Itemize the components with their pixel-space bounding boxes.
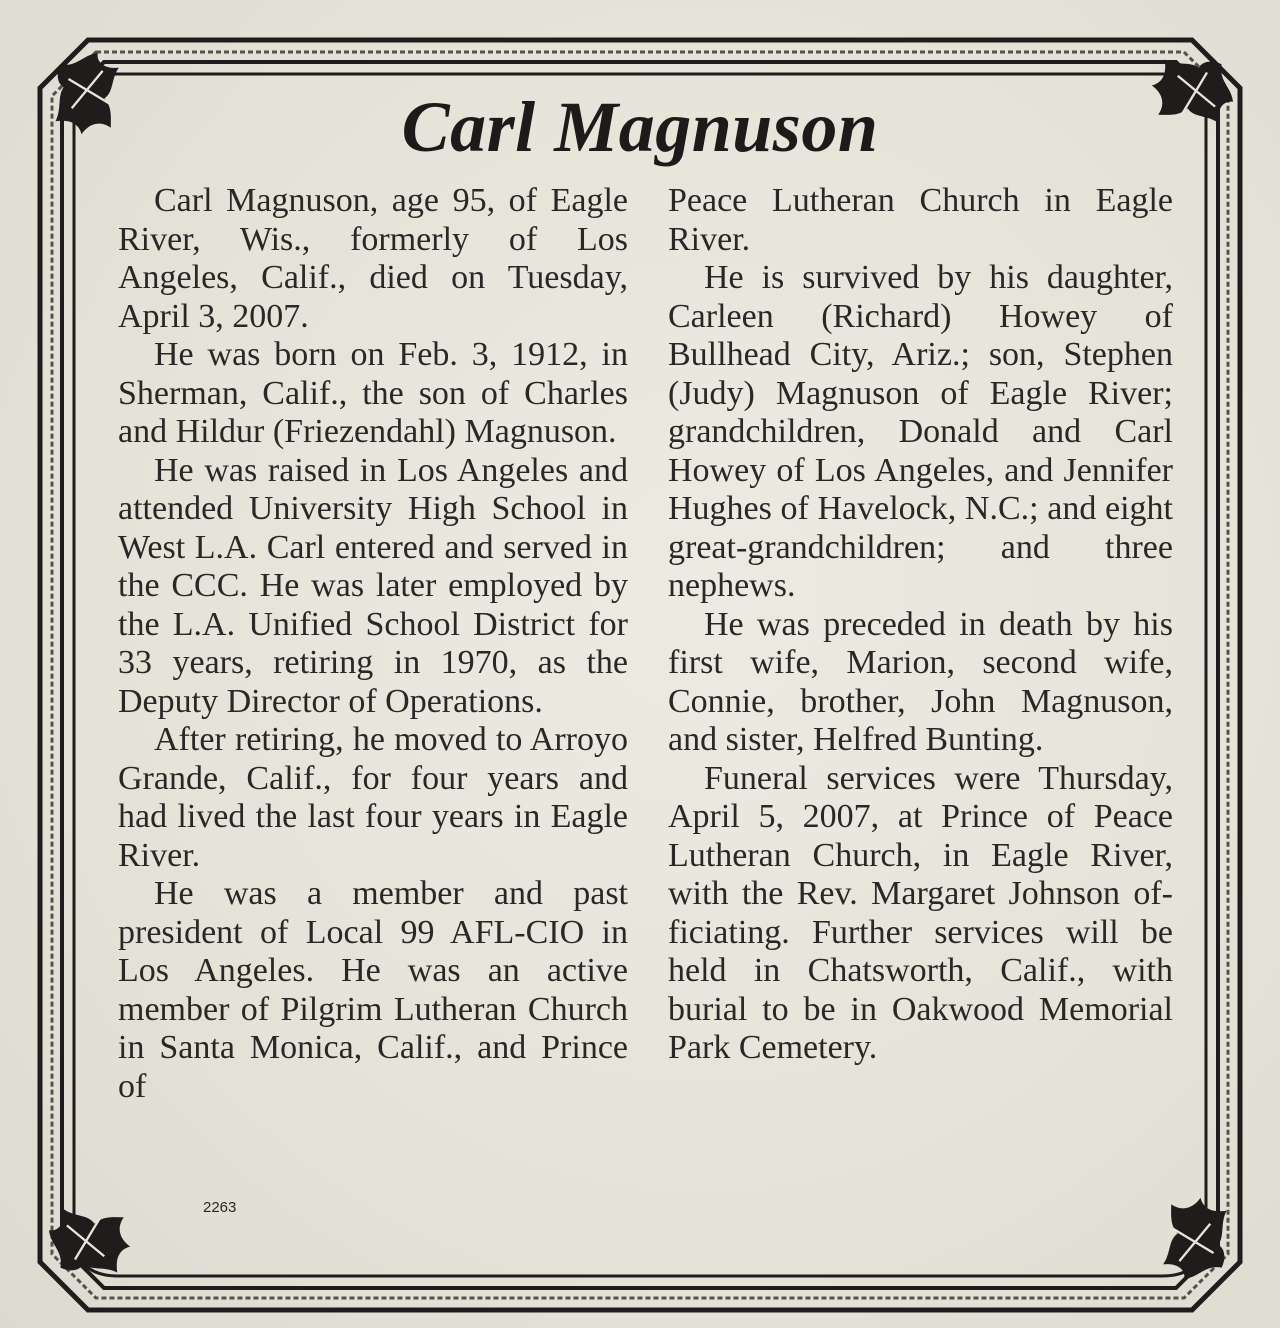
left-column — [118, 182, 628, 1106]
paragraph: After retiring, he moved to Arroyo Grande, Calif., for four years and had lived the last four years in Eagle River. — [118, 721, 628, 874]
paragraph: Funeral services were Thursday, April 5, 2007, at Prince of Peace Lutheran Church, in Eagle River, with the Rev. Margaret Johnson officiating. Further services will be held in Chatsworth, Calif., with burial to be in Oakwood Memorial Park Cemetery. — [668, 759, 1173, 1066]
leaf-ornament-icon — [1137, 1180, 1252, 1295]
paragraph: He was a member and past president of Local 99 AFL-CIO in Los Angeles. He was an active member of Pilgrim Lutheran Church in Santa Monica, Calif., and Prince of — [118, 875, 628, 1105]
paragraph: He is survived by his daughter, Carleen (Richard) Howey of Bullhead City, Ariz.; son, Stephen (Judy) Magnuson of Eagle River; grandchildren, Donald and Carl Howey of Los Angeles, and Jennifer Hughes of Havelock, N.C.; and eight great-grandchildren; and three nephews. — [668, 259, 1173, 604]
paragraph: Carl Magnuson, age 95, of Eagle River, Wis., formerly of Los Angeles, Calif., died on Tuesday, April 3, 2007. — [118, 182, 628, 335]
right-column — [668, 182, 1173, 1068]
paragraph: He was raised in Los Angeles and attended University High School in West L.A. Carl entered and served in the CCC. He was later employed by the L.A. Unified School District for 33 years, retiring in 1970, as the Deputy Director of Operations. — [118, 451, 628, 720]
paragraph: He was preceded in death by his first wife, Marion, second wife, Connie, brother, John Magnuson, and sister, Helfred Bunting. — [668, 605, 1173, 758]
obituary-title: Carl Magnuson — [401, 87, 879, 167]
paragraph: He was born on Feb. 3, 1912, in Sherman, Calif., the son of Charles and Hildur (Friezendahl) Magnuson. — [118, 336, 628, 450]
reference-code: 2263 — [203, 1199, 237, 1216]
leaf-ornament-icon — [33, 1183, 148, 1298]
paragraph-continuation: Peace Lutheran Church in Eagle River. — [668, 182, 1173, 258]
